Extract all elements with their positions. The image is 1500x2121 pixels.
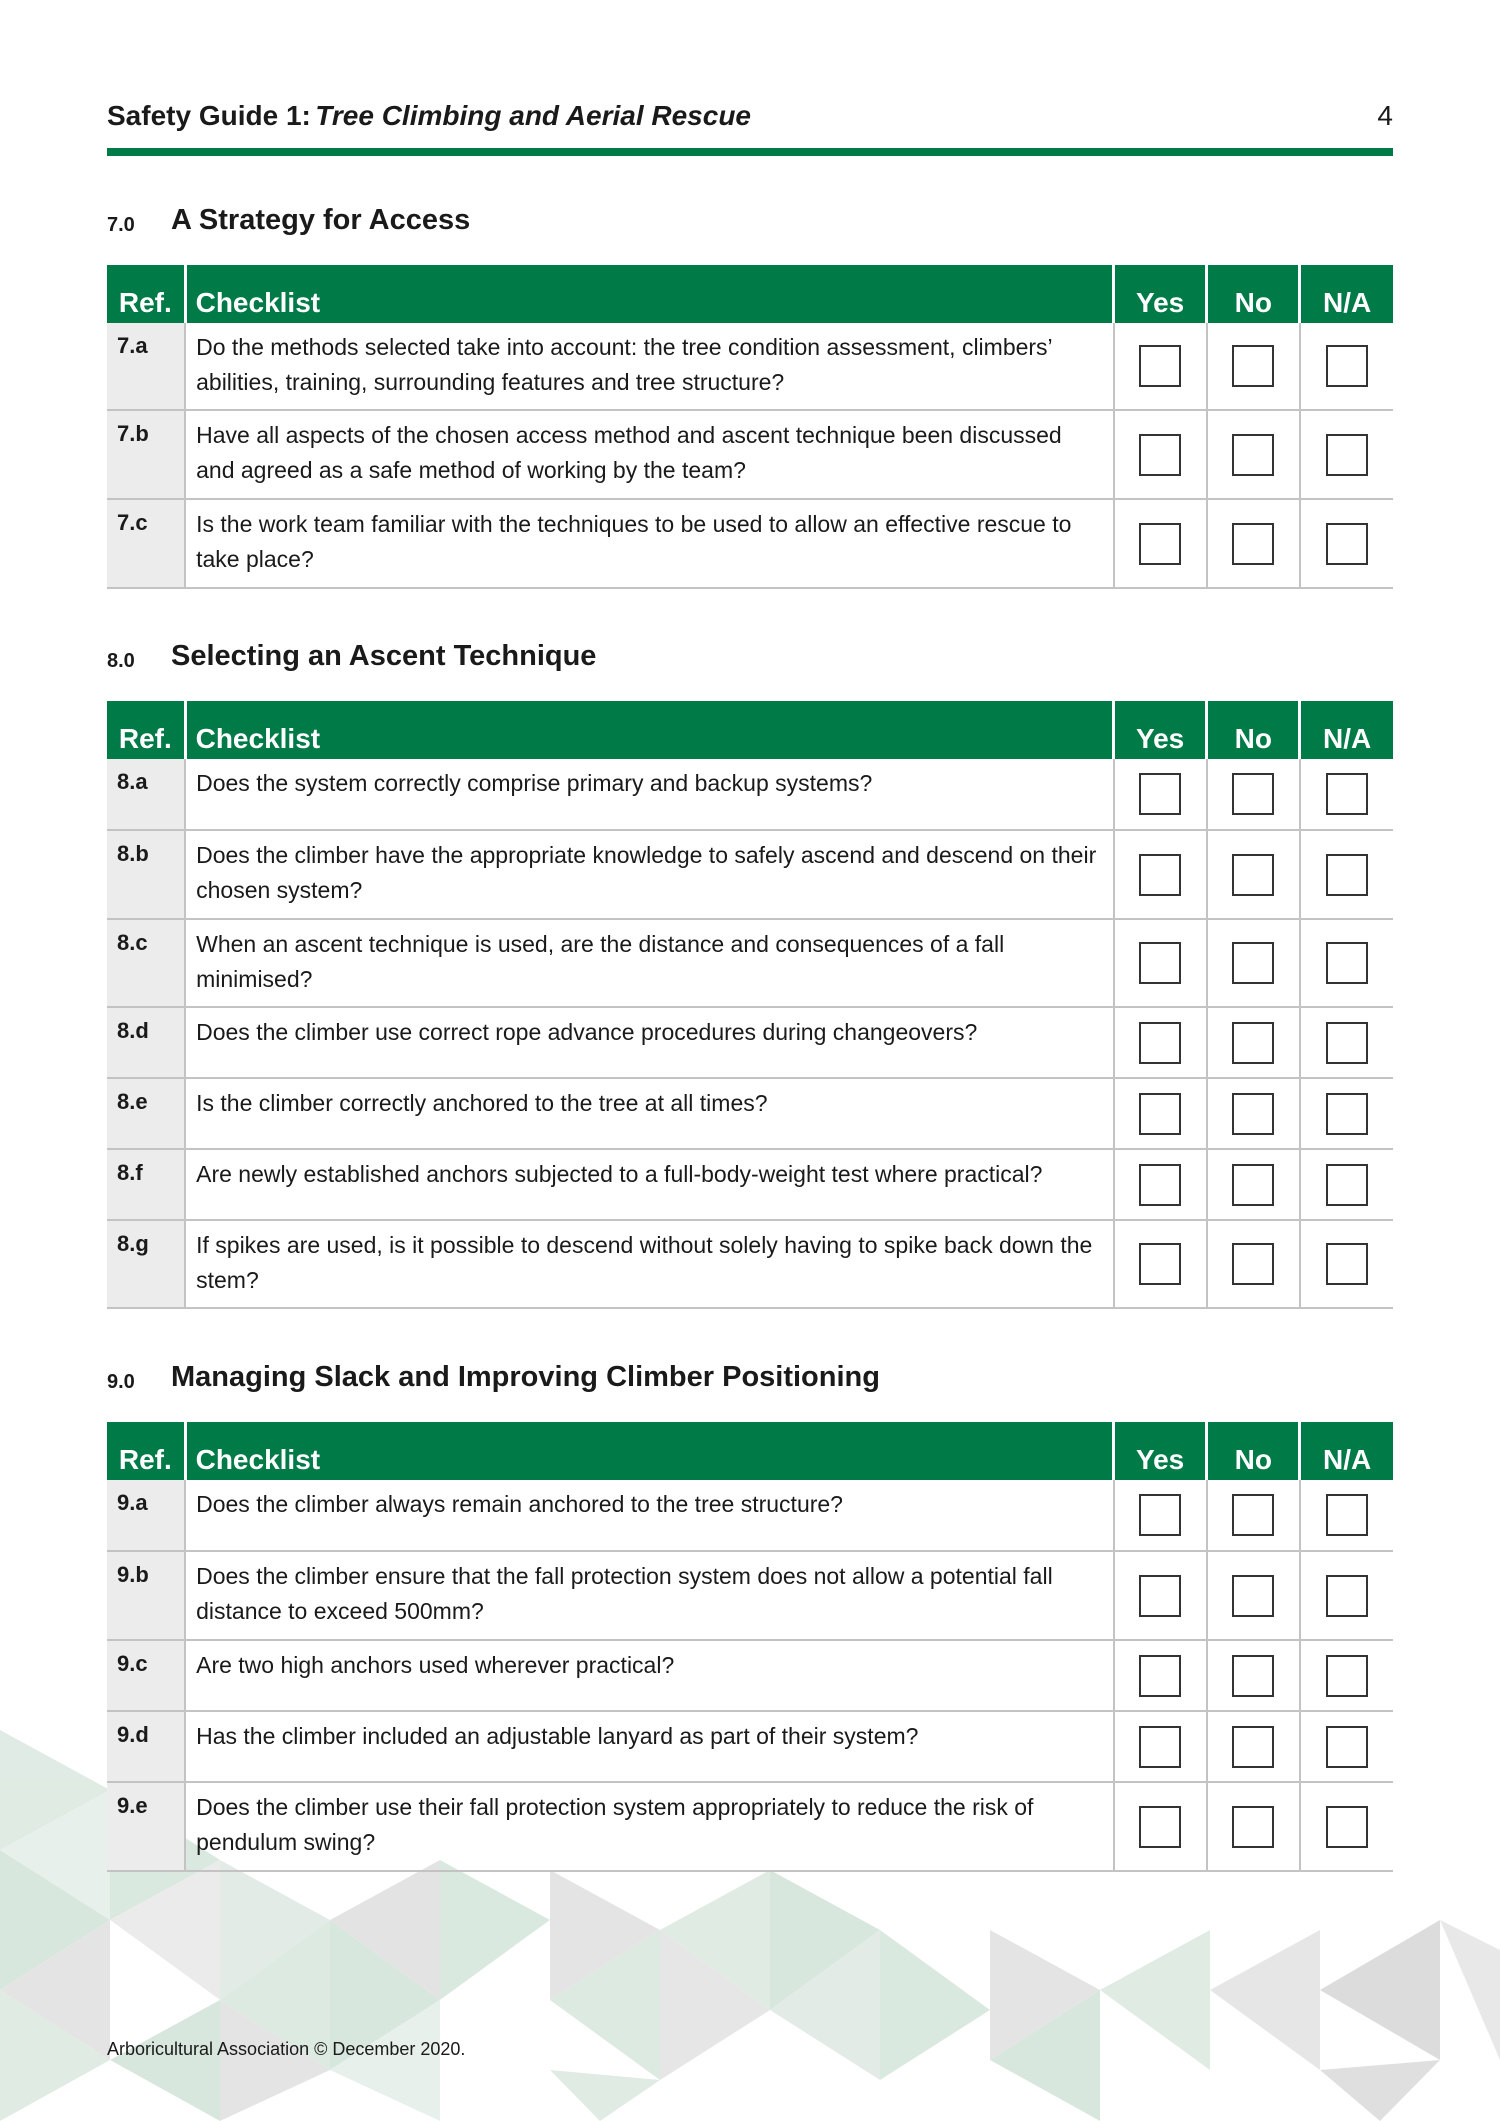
yes-checkbox[interactable]: [1139, 1022, 1181, 1064]
header-title: Safety Guide 1:: [107, 100, 311, 131]
no-column-header: No: [1207, 1422, 1300, 1480]
row-ref: 8.b: [107, 830, 185, 919]
row-question: Does the climber have the appropriate knowledge to safely ascend and descend on their chosen system?: [185, 830, 1113, 919]
row-ref: 8.d: [107, 1007, 185, 1078]
yes-column-header: Yes: [1114, 1422, 1207, 1480]
no-checkbox[interactable]: [1232, 1806, 1274, 1848]
no-checkbox[interactable]: [1232, 1726, 1274, 1768]
row-ref: 8.a: [107, 759, 185, 830]
na-checkbox[interactable]: [1326, 345, 1368, 387]
footer-copyright: Arboricultural Association © December 2020.: [107, 2039, 466, 2059]
yes-checkbox[interactable]: [1139, 1806, 1181, 1848]
no-checkbox[interactable]: [1232, 1022, 1274, 1064]
yes-checkbox[interactable]: [1139, 1243, 1181, 1285]
yes-checkbox[interactable]: [1139, 1726, 1181, 1768]
section-title: A Strategy for Access: [171, 204, 471, 236]
no-checkbox[interactable]: [1232, 1093, 1274, 1135]
ref-column-header: Ref.: [118, 723, 172, 754]
table-header-row: [107, 265, 1393, 323]
section-heading-9: [107, 1359, 1393, 1399]
yes-column-header: Yes: [1114, 701, 1207, 759]
page-number: 4: [1377, 100, 1393, 131]
ref-column-header: Ref.: [118, 287, 172, 318]
na-checkbox[interactable]: [1326, 1575, 1368, 1617]
table-row: [107, 1782, 1393, 1871]
row-ref: 9.c: [107, 1640, 185, 1711]
row-question: Does the climber use correct rope advance procedures during changeovers?: [185, 1007, 1113, 1078]
no-checkbox[interactable]: [1232, 1575, 1274, 1617]
checklist-column-header: Checklist: [185, 1422, 1113, 1480]
checklist-column-header: Checklist: [185, 265, 1113, 323]
row-ref: 7.b: [107, 410, 185, 499]
section-number: 8.0: [107, 650, 135, 672]
na-column-header: N/A: [1300, 265, 1393, 323]
na-checkbox[interactable]: [1326, 1494, 1368, 1536]
na-checkbox[interactable]: [1326, 1726, 1368, 1768]
no-checkbox[interactable]: [1232, 1243, 1274, 1285]
table-header-row: [107, 1422, 1393, 1480]
no-checkbox[interactable]: [1232, 773, 1274, 815]
checklist-column-header: Checklist: [185, 701, 1113, 759]
no-checkbox[interactable]: [1232, 345, 1274, 387]
yes-checkbox[interactable]: [1139, 1164, 1181, 1206]
na-checkbox[interactable]: [1326, 1164, 1368, 1206]
row-question: Has the climber included an adjustable lanyard as part of their system?: [185, 1711, 1113, 1782]
yes-checkbox[interactable]: [1139, 345, 1181, 387]
no-checkbox[interactable]: [1232, 1655, 1274, 1697]
no-column-header: No: [1207, 701, 1300, 759]
na-checkbox[interactable]: [1326, 1655, 1368, 1697]
row-ref: 7.c: [107, 499, 185, 588]
section-number: 7.0: [107, 214, 135, 236]
no-checkbox[interactable]: [1232, 854, 1274, 896]
row-ref: 8.e: [107, 1078, 185, 1149]
na-checkbox[interactable]: [1326, 434, 1368, 476]
row-question: Have all aspects of the chosen access method and ascent technique been discussed and agreed as a safe method of working by the team?: [185, 410, 1113, 499]
row-question: If spikes are used, is it possible to descend without solely having to spike back down the stem?: [185, 1220, 1113, 1308]
table-row: [107, 1078, 1393, 1149]
section-number: 9.0: [107, 1371, 135, 1393]
na-checkbox[interactable]: [1326, 523, 1368, 565]
row-ref: 8.f: [107, 1149, 185, 1220]
ref-column-header: Ref.: [118, 1444, 172, 1475]
na-checkbox[interactable]: [1326, 942, 1368, 984]
row-ref: 9.b: [107, 1551, 185, 1640]
table-row: [107, 410, 1393, 499]
table-row: [107, 759, 1393, 830]
no-column-header: No: [1207, 265, 1300, 323]
section-title: Selecting an Ascent Technique: [171, 640, 597, 672]
yes-checkbox[interactable]: [1139, 1575, 1181, 1617]
row-ref: 9.e: [107, 1782, 185, 1871]
na-checkbox[interactable]: [1326, 773, 1368, 815]
table-row: [107, 1220, 1393, 1308]
table-row: [107, 1711, 1393, 1782]
checklist-table-7: [107, 265, 1393, 589]
table-header-row: [107, 701, 1393, 759]
row-question: Is the climber correctly anchored to the tree at all times?: [185, 1078, 1113, 1149]
na-column-header: N/A: [1300, 701, 1393, 759]
row-question: Does the system correctly comprise primary and backup systems?: [185, 759, 1113, 830]
table-row: [107, 499, 1393, 588]
section-heading-7: [107, 202, 1393, 242]
na-checkbox[interactable]: [1326, 1093, 1368, 1135]
row-question: When an ascent technique is used, are the distance and consequences of a fall minimised?: [185, 919, 1113, 1007]
no-checkbox[interactable]: [1232, 1494, 1274, 1536]
row-ref: 7.a: [107, 323, 185, 410]
row-question: Does the climber ensure that the fall protection system does not allow a potential fall distance to exceed 500mm?: [185, 1551, 1113, 1640]
row-question: Do the methods selected take into account: the tree condition assessment, climbers’ abilities, training, surrounding features and tree structure?: [185, 323, 1113, 410]
header-rule: [107, 148, 1393, 156]
yes-checkbox[interactable]: [1139, 434, 1181, 476]
na-column-header: N/A: [1300, 1422, 1393, 1480]
table-row: [107, 1551, 1393, 1640]
table-row: [107, 1007, 1393, 1078]
na-checkbox[interactable]: [1326, 1243, 1368, 1285]
table-row: [107, 1149, 1393, 1220]
na-checkbox[interactable]: [1326, 1022, 1368, 1064]
table-row: [107, 919, 1393, 1007]
row-question: Does the climber always remain anchored to the tree structure?: [185, 1480, 1113, 1551]
row-ref: 8.c: [107, 919, 185, 1007]
section-title: Managing Slack and Improving Climber Positioning: [171, 1361, 880, 1393]
na-checkbox[interactable]: [1326, 854, 1368, 896]
yes-checkbox[interactable]: [1139, 942, 1181, 984]
no-checkbox[interactable]: [1232, 942, 1274, 984]
header-subtitle: Tree Climbing and Aerial Rescue: [315, 100, 751, 131]
yes-checkbox[interactable]: [1139, 854, 1181, 896]
yes-checkbox[interactable]: [1139, 1494, 1181, 1536]
row-question: Is the work team familiar with the techniques to be used to allow an effective rescue to take place?: [185, 499, 1113, 588]
section-heading-8: [107, 638, 1393, 678]
no-checkbox[interactable]: [1232, 1164, 1274, 1206]
checklist-table-9: [107, 1422, 1393, 1872]
running-header: [107, 100, 1393, 138]
row-ref: 8.g: [107, 1220, 185, 1308]
yes-checkbox[interactable]: [1139, 1093, 1181, 1135]
yes-column-header: Yes: [1114, 265, 1207, 323]
table-row: [107, 1640, 1393, 1711]
yes-checkbox[interactable]: [1139, 1655, 1181, 1697]
row-question: Are two high anchors used wherever practical?: [185, 1640, 1113, 1711]
no-checkbox[interactable]: [1232, 434, 1274, 476]
table-row: [107, 323, 1393, 410]
na-checkbox[interactable]: [1326, 1806, 1368, 1848]
row-question: Does the climber use their fall protection system appropriately to reduce the risk of pendulum swing?: [185, 1782, 1113, 1871]
yes-checkbox[interactable]: [1139, 773, 1181, 815]
row-question: Are newly established anchors subjected to a full-body-weight test where practical?: [185, 1149, 1113, 1220]
table-row: [107, 1480, 1393, 1551]
table-row: [107, 830, 1393, 919]
row-ref: 9.d: [107, 1711, 185, 1782]
yes-checkbox[interactable]: [1139, 523, 1181, 565]
row-ref: 9.a: [107, 1480, 185, 1551]
checklist-table-8: [107, 701, 1393, 1309]
no-checkbox[interactable]: [1232, 523, 1274, 565]
